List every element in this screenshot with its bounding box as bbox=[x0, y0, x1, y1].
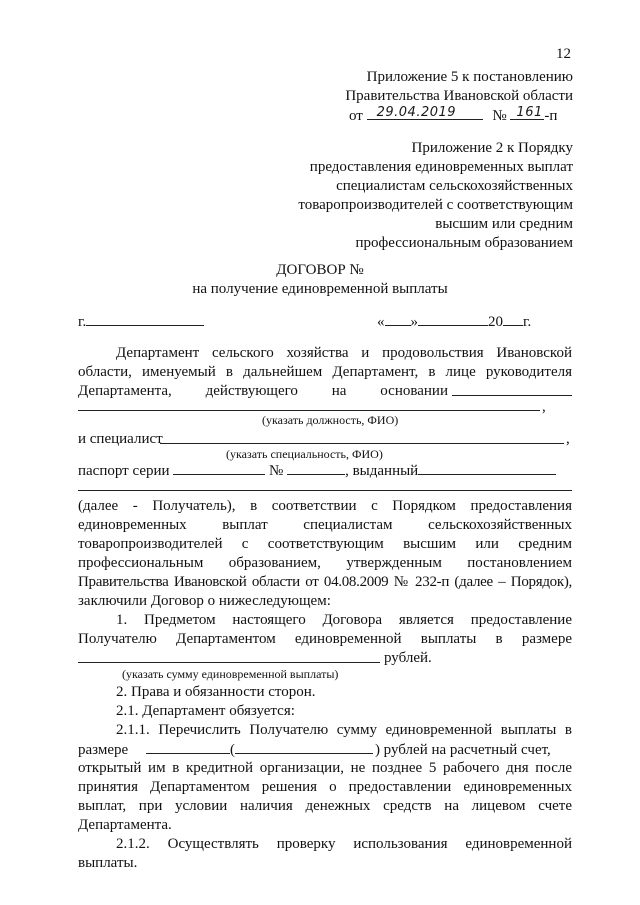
specialist-label: и специалист bbox=[78, 431, 163, 447]
date-field bbox=[367, 106, 483, 120]
contract-date-field bbox=[377, 312, 531, 332]
document-subtitle: на получение единовременной выплаты bbox=[192, 281, 448, 297]
year-blank bbox=[503, 312, 523, 326]
number-label: № bbox=[492, 108, 507, 124]
appendix2-line5: высшим или средним bbox=[435, 216, 573, 232]
city-blank bbox=[86, 312, 204, 326]
document-title: ДОГОВОР № bbox=[276, 262, 364, 278]
appendix2-line1: Приложение 2 к Порядку bbox=[411, 140, 573, 156]
page-number: 12 bbox=[556, 46, 571, 62]
quote-close: » bbox=[410, 314, 418, 330]
passport-series-label: паспорт серии bbox=[78, 463, 170, 479]
appendix2-line4: товаропроизводителей с соответствующим bbox=[298, 197, 573, 213]
p2-line2: единовременных выплат специалистам сельскохозяйственных bbox=[78, 517, 572, 533]
from-label: от bbox=[349, 108, 363, 124]
s1-line2: Получателю Департаментом единовременной выплаты в размере bbox=[78, 631, 572, 647]
month-blank bbox=[418, 312, 488, 326]
appendix5-line2: Правительства Ивановской области bbox=[345, 88, 573, 104]
comma-2: , bbox=[566, 431, 570, 447]
number-suffix: -п bbox=[544, 108, 558, 124]
s211-line3: открытый им в кредитной организации, не позднее 5 рабочего дня после bbox=[78, 760, 572, 776]
issued-blank-2 bbox=[78, 490, 572, 491]
s1-line1: 1. Предметом настоящего Договора является предоставление bbox=[116, 612, 572, 628]
hint-amount: (указать сумму единовременной выплаты) bbox=[122, 667, 339, 681]
p2-line3: товаропроизводителей с соответствующим высшим или средним bbox=[78, 536, 572, 552]
city-field bbox=[78, 312, 204, 332]
passport-number-blank bbox=[287, 461, 345, 475]
paren-open: ( bbox=[229, 742, 235, 758]
handwritten-date: 29.04.2019 bbox=[376, 105, 457, 120]
p2-line4: профессиональным образованием, утвержденным постановлением bbox=[78, 555, 572, 571]
number-field bbox=[510, 106, 544, 120]
amount-blank bbox=[78, 662, 380, 663]
city-prefix: г. bbox=[78, 314, 87, 330]
s212-line1: 2.1.2. Осуществлять проверку использования единовременной bbox=[116, 836, 572, 852]
p2-line6: заключили Договор о нижеследующем: bbox=[78, 593, 331, 609]
hint-position: (указать должность, ФИО) bbox=[262, 413, 399, 427]
p1-line2: области, именуемый в дальнейшем Департамент, в лице руководителя bbox=[78, 364, 572, 380]
s2-heading: 2. Права и обязанности сторон. bbox=[116, 684, 316, 700]
passport-no-label: № bbox=[269, 463, 284, 479]
series-blank bbox=[173, 461, 265, 475]
appendix2-line3: специалистам сельскохозяйственных bbox=[336, 178, 573, 194]
sum-digits-blank bbox=[146, 740, 230, 754]
rubles-label: рублей. bbox=[384, 650, 432, 666]
s211-line6: Департамента. bbox=[78, 817, 172, 833]
appendix5-date-line bbox=[349, 106, 557, 126]
size-label: размере bbox=[78, 742, 129, 758]
passport-line bbox=[78, 461, 556, 481]
sum-words-blank bbox=[235, 740, 373, 754]
p1-line1: Департамент сельского хозяйства и продовольствия Ивановской bbox=[116, 345, 572, 361]
s211-line5: выплат, при условии наличия денежных средств на лицевом счете bbox=[78, 798, 572, 814]
year-prefix: 20 bbox=[488, 314, 503, 330]
issued-label: , выданный bbox=[345, 463, 419, 479]
position-blank bbox=[78, 410, 540, 411]
comma-1: , bbox=[542, 399, 546, 415]
s212-line2: выплаты. bbox=[78, 855, 138, 871]
quote-open: « bbox=[377, 314, 385, 330]
hint-specialty: (указать специальность, ФИО) bbox=[226, 447, 383, 461]
appendix2-line6: профессиональным образованием bbox=[355, 235, 573, 251]
handwritten-number: 161 bbox=[516, 105, 543, 120]
appendix5-line1: Приложение 5 к постановлению bbox=[366, 69, 573, 85]
p2-line5: Правительства Ивановской области от 04.08.2009 № 232-п (далее – Порядок), bbox=[78, 574, 572, 590]
specialist-blank bbox=[160, 443, 564, 444]
s211-line2 bbox=[78, 740, 551, 760]
s211-line1: 2.1.1. Перечислить Получателю сумму единовременной выплаты в bbox=[116, 722, 572, 738]
day-blank bbox=[385, 312, 411, 326]
year-suffix: г. bbox=[523, 314, 532, 330]
issued-blank bbox=[418, 461, 556, 475]
p2-line1: (далее - Получатель), в соответствии с Порядком предоставления bbox=[78, 498, 572, 514]
account-text: ) рублей на расчетный счет, bbox=[374, 742, 551, 758]
s211-line4: принятия Департаментом решения о предоставлении единовременных bbox=[78, 779, 572, 795]
s21-heading: 2.1. Департамент обязуется: bbox=[116, 703, 295, 719]
basis-blank bbox=[452, 395, 572, 396]
appendix2-line2: предоставления единовременных выплат bbox=[309, 159, 573, 175]
p1-line3: Департамента, действующего на основании bbox=[78, 383, 448, 399]
